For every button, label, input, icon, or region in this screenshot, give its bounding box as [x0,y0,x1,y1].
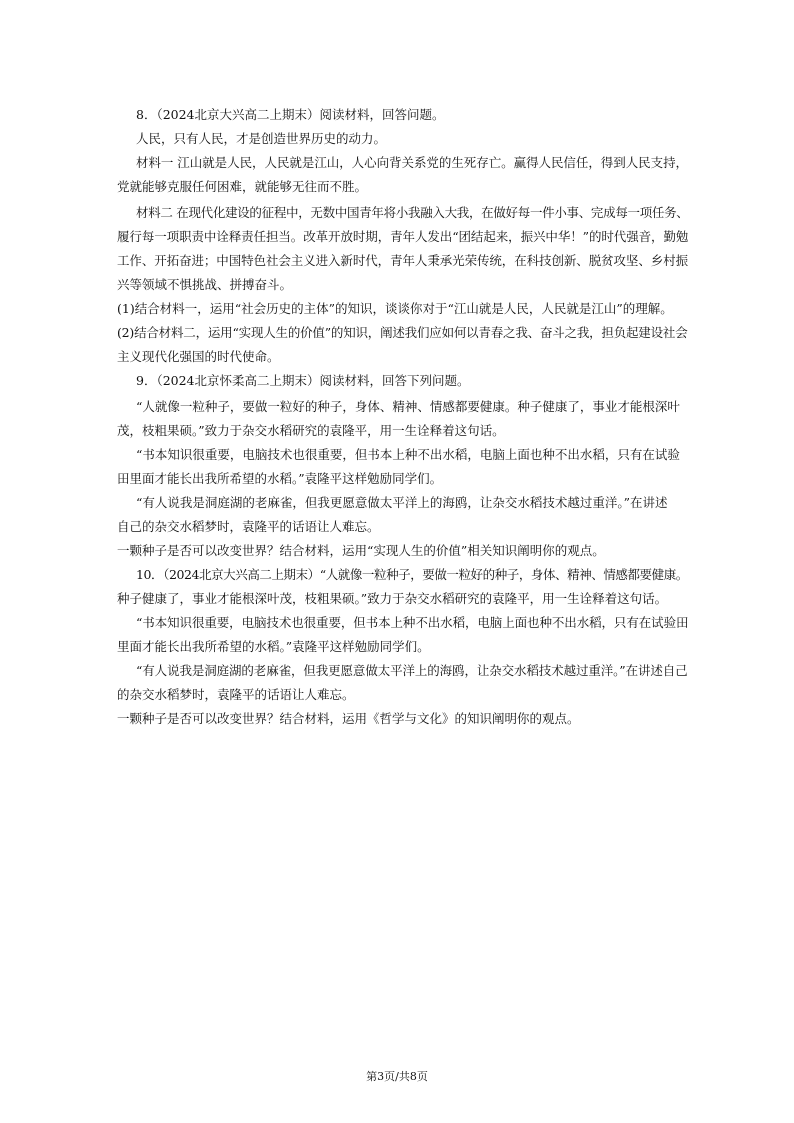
q8-heading: 8．（2024北京大兴高二上期末）阅读材料，回答问题。 [136,107,445,122]
q8-material2-line2: 履行每一项职责中诠释责任担当。改革开放时期，青年人发出“团结起来，振兴中华！”的时代强音，勤勉 [117,229,689,244]
q8-intro: 人民，只有人民，才是创造世界历史的动力。 [136,131,387,146]
q10-paragraph3-line2: 的杂交水稻梦时，袁隆平的话语让人难忘。 [117,687,355,702]
q9-paragraph1-line2: 茂，枝粗果硕。”致力于杂交水稻研究的袁隆平，用一生诠释着这句话。 [117,423,505,438]
q8-subquestion1: (1)结合材料一，运用“社会历史的主体”的知识，谈谈你对于“江山就是人民，人民就是江山”的理解。 [117,301,673,316]
q9-paragraph2-line1: “书本知识很重要，电脑技术也很重要，但书本上种不出水稻，电脑上面也种不出水稻，只有在试验 [136,447,680,462]
q10-paragraph2-line1: “书本知识很重要，电脑技术也很重要，但书本上种不出水稻，电脑上面也种不出水稻，只有在试验田 [136,615,689,630]
q8-subquestion2-line2: 主义现代化强国的时代使命。 [117,349,280,364]
q9-paragraph3-line1: “有人说我是洞庭湖的老麻雀，但我更愿意做太平洋上的海鸥，让杂交水稻技术越过重洋。”在讲述 [136,495,668,510]
q10-line1: 10．（2024北京大兴高二上期末）“人就像一粒种子，要做一粒好的种子，身体、精神、情感都要健康。 [136,567,688,582]
q10-line2: 种子健康了，事业才能根深叶茂，枝粗果硕。”致力于杂交水稻研究的袁隆平，用一生诠释着这句话。 [117,591,668,606]
q10-paragraph2-line2: 里面才能长出我所希望的水稻。”袁隆平这样勉励同学们。 [117,639,430,654]
q10-paragraph3-line1: “有人说我是洞庭湖的老麻雀，但我更愿意做太平洋上的海鸥，让杂交水稻技术越过重洋。”在讲述自己 [136,663,688,678]
q9-question: 一颗种子是否可以改变世界？结合材料，运用“实现人生的价值”相关知识阐明你的观点。 [117,543,605,558]
q9-heading: 9．（2024北京怀柔高二上期末）阅读材料，回答下列问题。 [136,373,470,388]
q8-material2-line4: 兴等领域不惧挑战、拼搏奋斗。 [117,277,293,292]
q8-material2-line1: 材料二 在现代化建设的征程中，无数中国青年将小我融入大我，在做好每一件小事、完成每一项任务、 [136,205,689,220]
q8-subquestion2-line1: (2)结合材料二，运用“实现人生的价值”的知识，阐述我们应如何以青春之我、奋斗之我，担负起建设社会 [117,325,688,340]
q10-question: 一颗种子是否可以改变世界？结合材料，运用《哲学与文化》的知识阐明你的观点。 [117,711,580,726]
q9-paragraph2-line2: 田里面才能长出我所希望的水稻。”袁隆平这样勉励同学们。 [117,471,443,486]
q8-material1-line2: 党就能够克服任何困难，就能够无往而不胜。 [117,179,368,194]
q8-material1-line1: 材料一 江山就是人民，人民就是江山，人心向背关系党的生死存亡。赢得人民信任，得到人民支持， [136,155,688,170]
q9-paragraph1-line1: “人就像一粒种子，要做一粒好的种子，身体、精神、情感都要健康。种子健康了，事业才能根深叶 [136,399,680,414]
page-number: 第3页/共8页 [366,1070,428,1083]
q8-material2-line3: 工作、开拓奋进；中国特色社会主义进入新时代，青年人秉承光荣传统，在科技创新、脱贫攻坚、乡村振 [117,253,689,268]
q9-paragraph3-line2: 自己的杂交水稻梦时，袁隆平的话语让人难忘。 [117,519,380,534]
